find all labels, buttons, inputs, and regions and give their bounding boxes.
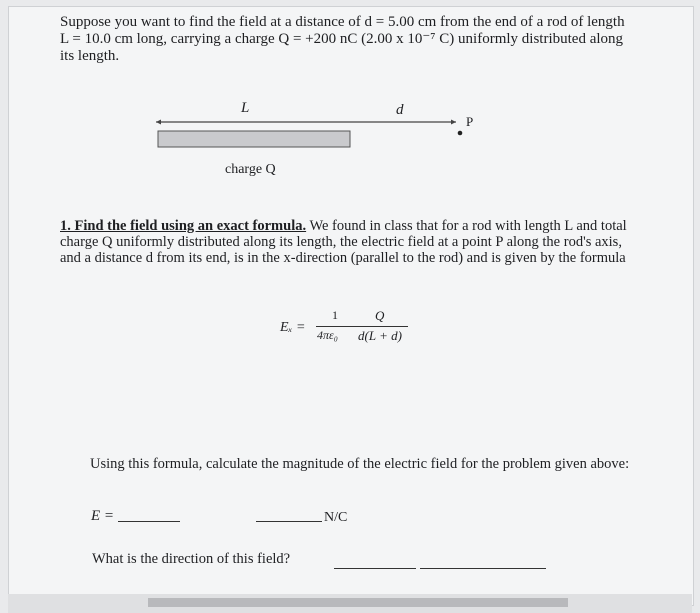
part1-paragraph xyxy=(60,218,640,266)
problem-intro: Suppose you want to find the field at a distance of d = 5.00 cm from the end of a rod of length L = 10.0 cm long, carrying a charge Q = +200 nC (2.00 x 10⁻⁷ C) uniformly distributed along its length. xyxy=(60,14,625,64)
fraction-bar-1 xyxy=(316,326,356,327)
label-d: d xyxy=(396,102,404,118)
label-P: P xyxy=(466,114,474,129)
point-p xyxy=(458,131,463,136)
direction-answer-blank-2[interactable] xyxy=(420,567,546,569)
label-L: L xyxy=(241,100,250,116)
fraction-bar-2 xyxy=(356,326,408,327)
formula-denominator-1: 4πε₀ xyxy=(317,328,338,342)
unit-label: N/C xyxy=(324,510,348,525)
e-label: E = xyxy=(91,508,115,524)
part1-heading: 1. Find the field using an exact formula. xyxy=(60,218,307,234)
direction-question: What is the direction of this field? xyxy=(92,551,291,567)
formula-lhs: Eₓ = xyxy=(280,320,306,335)
bottom-scroll-strip xyxy=(8,594,692,613)
label-charge: charge Q xyxy=(225,162,276,177)
direction-answer-blank-1[interactable] xyxy=(334,567,416,569)
scroll-bar[interactable] xyxy=(148,598,568,607)
charged-rod xyxy=(158,131,350,147)
field-formula xyxy=(280,308,430,358)
arrowhead-left xyxy=(156,120,161,125)
e-answer-blank-1[interactable] xyxy=(118,520,180,522)
formula-numerator-2: Q xyxy=(375,308,385,323)
rod-diagram xyxy=(150,100,490,160)
part2-instruction: Using this formula, calculate the magnitude of the electric field for the problem given above: xyxy=(90,456,630,472)
e-answer-blank-2[interactable] xyxy=(256,520,322,522)
formula-numerator-1: 1 xyxy=(332,308,338,322)
formula-denominator-2: d(L + d) xyxy=(358,328,402,343)
arrowhead-right xyxy=(451,120,456,125)
part1-text: We found in class that for a rod with length L and total charge Q uniformly distributed along its length, the electric field at a point P along the rod's axis, and a distance d from its end, is in the x-direction (parallel to the rod) and is given by the formula xyxy=(60,218,627,266)
